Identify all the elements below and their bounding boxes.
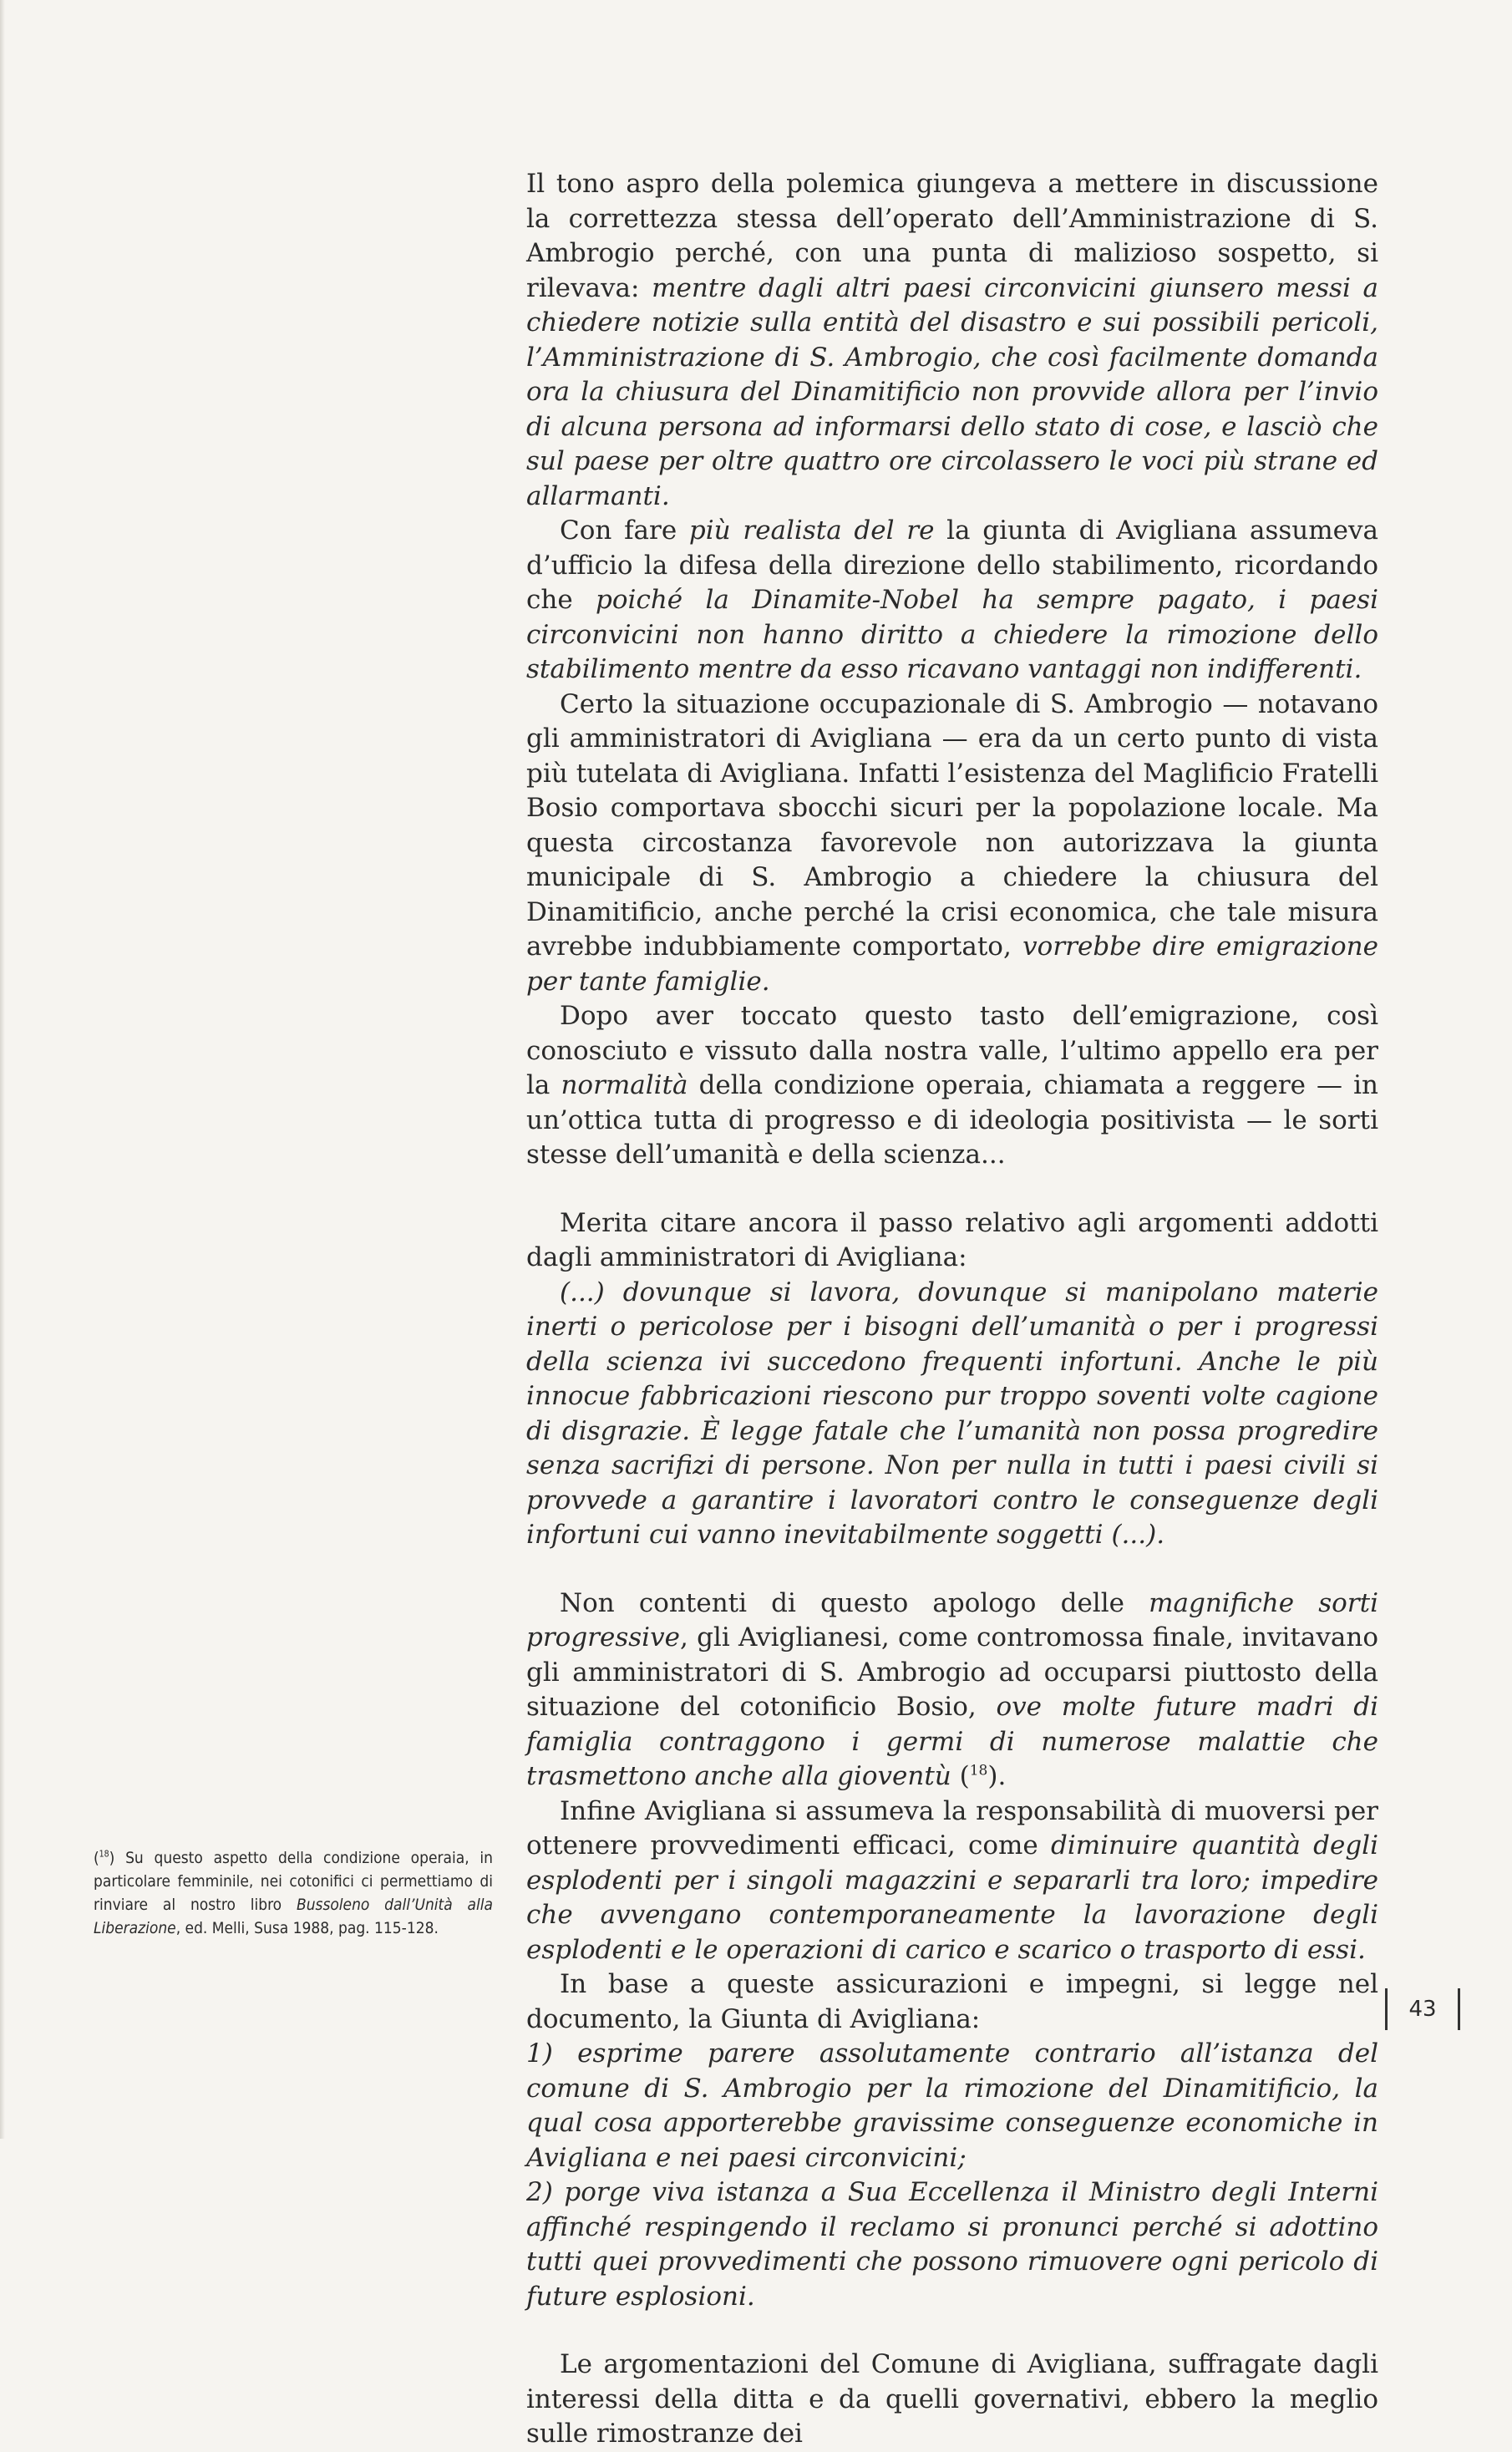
paragraph-12 <box>526 2348 1378 2452</box>
text-run: Certo la situazione occupazionale di S. Ambrogio — notavano gli amministratori di Avigliana — era da un certo punto di vista più tutelata di Avigliana. Infatti l’esistenza del Maglificio Fratelli Bosio comportava sbocchi sicuri per la popolazione locale. Ma questa circostanza favorevole non autorizzava la giunta municipale di S. Ambrogio a chiedere la chiusura del Dinamitificio, anche perché la crisi economica, che tale misura avrebbe indubbiamente comportato, <box>526 688 1378 962</box>
paragraph-7 <box>526 1586 1378 1795</box>
text-run: ( <box>94 1849 99 1867</box>
paragraph-4 <box>526 999 1378 1173</box>
text-run: la giunta di Avigliana assumeva d’ufficio la difesa della direzione dello stabilimento, ricordando che <box>526 515 1378 615</box>
paragraph-5 <box>526 1206 1378 1276</box>
resolution-2 <box>526 2175 1378 2314</box>
text-run: , gli Aviglianesi, come contromossa finale, invitavano gli amministratori di S. Ambrogio ad occuparsi piuttosto della situazione del cotonificio Bosio, <box>526 1622 1378 1722</box>
text-run: Con fare <box>560 515 689 546</box>
italic-run: normalità <box>561 1070 688 1100</box>
italic-run: Bussoleno dall’Unità alla Liberazione <box>94 1896 493 1937</box>
italic-run: 1) esprime parere assolutamente contrario all’istanza del comune di S. Ambrogio per la rimozione del Dinamitificio, la qual cosa apporterebbe gravissime conseguenze economiche in Avigliana e nei paesi circonvicini; <box>526 2038 1378 2173</box>
italic-run: mentre dagli altri paesi circonvicini giunsero messi a chiedere notizie sulla entità del disastro e sui possibili pericoli, l’Amministrazione di S. Ambrogio, che così facilmente domanda ora la chiusura del Dinamitificio non provvide allora per l’invio di alcuna persona ad informarsi dello stato di cose, e lasciò che sul paese per oltre quattro ore circolassero le voci più strane ed allarmanti. <box>526 272 1378 511</box>
text-run: Non contenti di questo apologo delle <box>560 1587 1149 1618</box>
page-edge <box>0 0 5 2139</box>
footnote-18 <box>94 1846 493 1940</box>
main-text <box>526 167 1378 2452</box>
text-run: ( <box>951 1761 970 1791</box>
italic-run: vorrebbe dire emigrazione per tante famiglie. <box>526 932 1378 997</box>
text-run: Dopo aver toccato questo tasto dell’emigrazione, così conosciuto e vissuto dalla nostra valle, l’ultimo appello era per la <box>526 1001 1378 1100</box>
italic-run: 2) porge viva istanza a Sua Eccellenza il Ministro degli Interni affinché respingendo il reclamo si pronunci perché si adottino tutti quei provvedimenti che possono rimuovere ogni pericolo di future esplosioni. <box>526 2177 1378 2312</box>
italic-run: diminuire quantità degli esplodenti per i singoli magazzini e separarli tra loro; impedire che avvengano contemporaneamente la lavorazione degli esplodenti e le operazioni di carico e scarico o trasporto di essi. <box>526 1830 1378 1965</box>
paragraph-3 <box>526 688 1378 1000</box>
text-run: Le argomentazioni del Comune di Avigliana, suffragate dagli interessi della ditta e da quelli governativi, ebbero la meglio sulle rimostranze dei <box>526 2349 1378 2449</box>
paragraph-9 <box>526 1967 1378 2037</box>
footnote <box>94 1846 493 1940</box>
italic-run: poiché la Dinamite-Nobel ha sempre pagato, i paesi circonvicini non hanno diritto a chiedere la rimozione dello stabilimento mentre da esso ricavano vantaggi non indifferenti. <box>526 585 1378 684</box>
text-run: Infine Avigliana si assumeva la responsabilità di muoversi per ottenere provvedimenti efficaci, come <box>526 1795 1378 1861</box>
footnote-ref: 18 <box>99 1849 109 1860</box>
footnote-ref: 18 <box>969 1762 988 1779</box>
text-run: Merita citare ancora il passo relativo agli argomenti addotti dagli amministratori di Avigliana: <box>526 1207 1378 1272</box>
italic-run: più realista del re <box>688 515 935 546</box>
paragraph-8 <box>526 1795 1378 1968</box>
quotation <box>526 1276 1378 1553</box>
text-run: , ed. Melli, Susa 1988, pag. 115-128. <box>175 1919 439 1937</box>
page-number <box>1385 1988 1460 2030</box>
text-run: della condizione operaia, chiamata a reggere — in un’ottica tutta di progresso e di ideologia positivista — le sorti stesse dell’umanità e della scienza... <box>526 1070 1378 1170</box>
italic-run: (...) dovunque si lavora, dovunque si manipolano materie inerti o pericolose per i bisogni dell’umanità o per i progressi della scienza ivi succedono frequenti infortuni. Anche le più innocue fabbricazioni riescono pur troppo soventi volte cagione di disgrazie. È legge fatale che l’umanità non possa progredire senza sacrifizi di persone. Non per nulla in tutti i paesi civili si provvede a garantire i lavoratori contro le conseguenze degli infortuni cui vanno inevitabilmente soggetti (...). <box>526 1277 1378 1550</box>
text-run: ) Su questo aspetto della condizione operaia, in particolare femminile, nei cotonifici ci permettiamo di rinviare al nostro libro <box>94 1849 493 1914</box>
text-run: ). <box>987 1761 1007 1791</box>
page-number-text: 43 <box>1408 1997 1437 2022</box>
italic-run: magnifiche sorti progressive <box>526 1587 1378 1652</box>
paragraph-1 <box>526 167 1378 514</box>
italic-run: ove molte future madri di famiglia contraggono i germi di numerose malattie che trasmettono anche alla gioventù <box>526 1692 1378 1791</box>
text-run: In base a queste assicurazioni e impegni, si legge nel documento, la Giunta di Avigliana: <box>526 1969 1378 2034</box>
text-run: Il tono aspro della polemica giungeva a mettere in discussione la correttezza stessa dell’operato dell’Amministrazione di S. Ambrogio perché, con una punta di malizioso sospetto, si rilevava: <box>526 169 1378 303</box>
paragraph-2 <box>526 514 1378 688</box>
resolution-1 <box>526 2037 1378 2175</box>
